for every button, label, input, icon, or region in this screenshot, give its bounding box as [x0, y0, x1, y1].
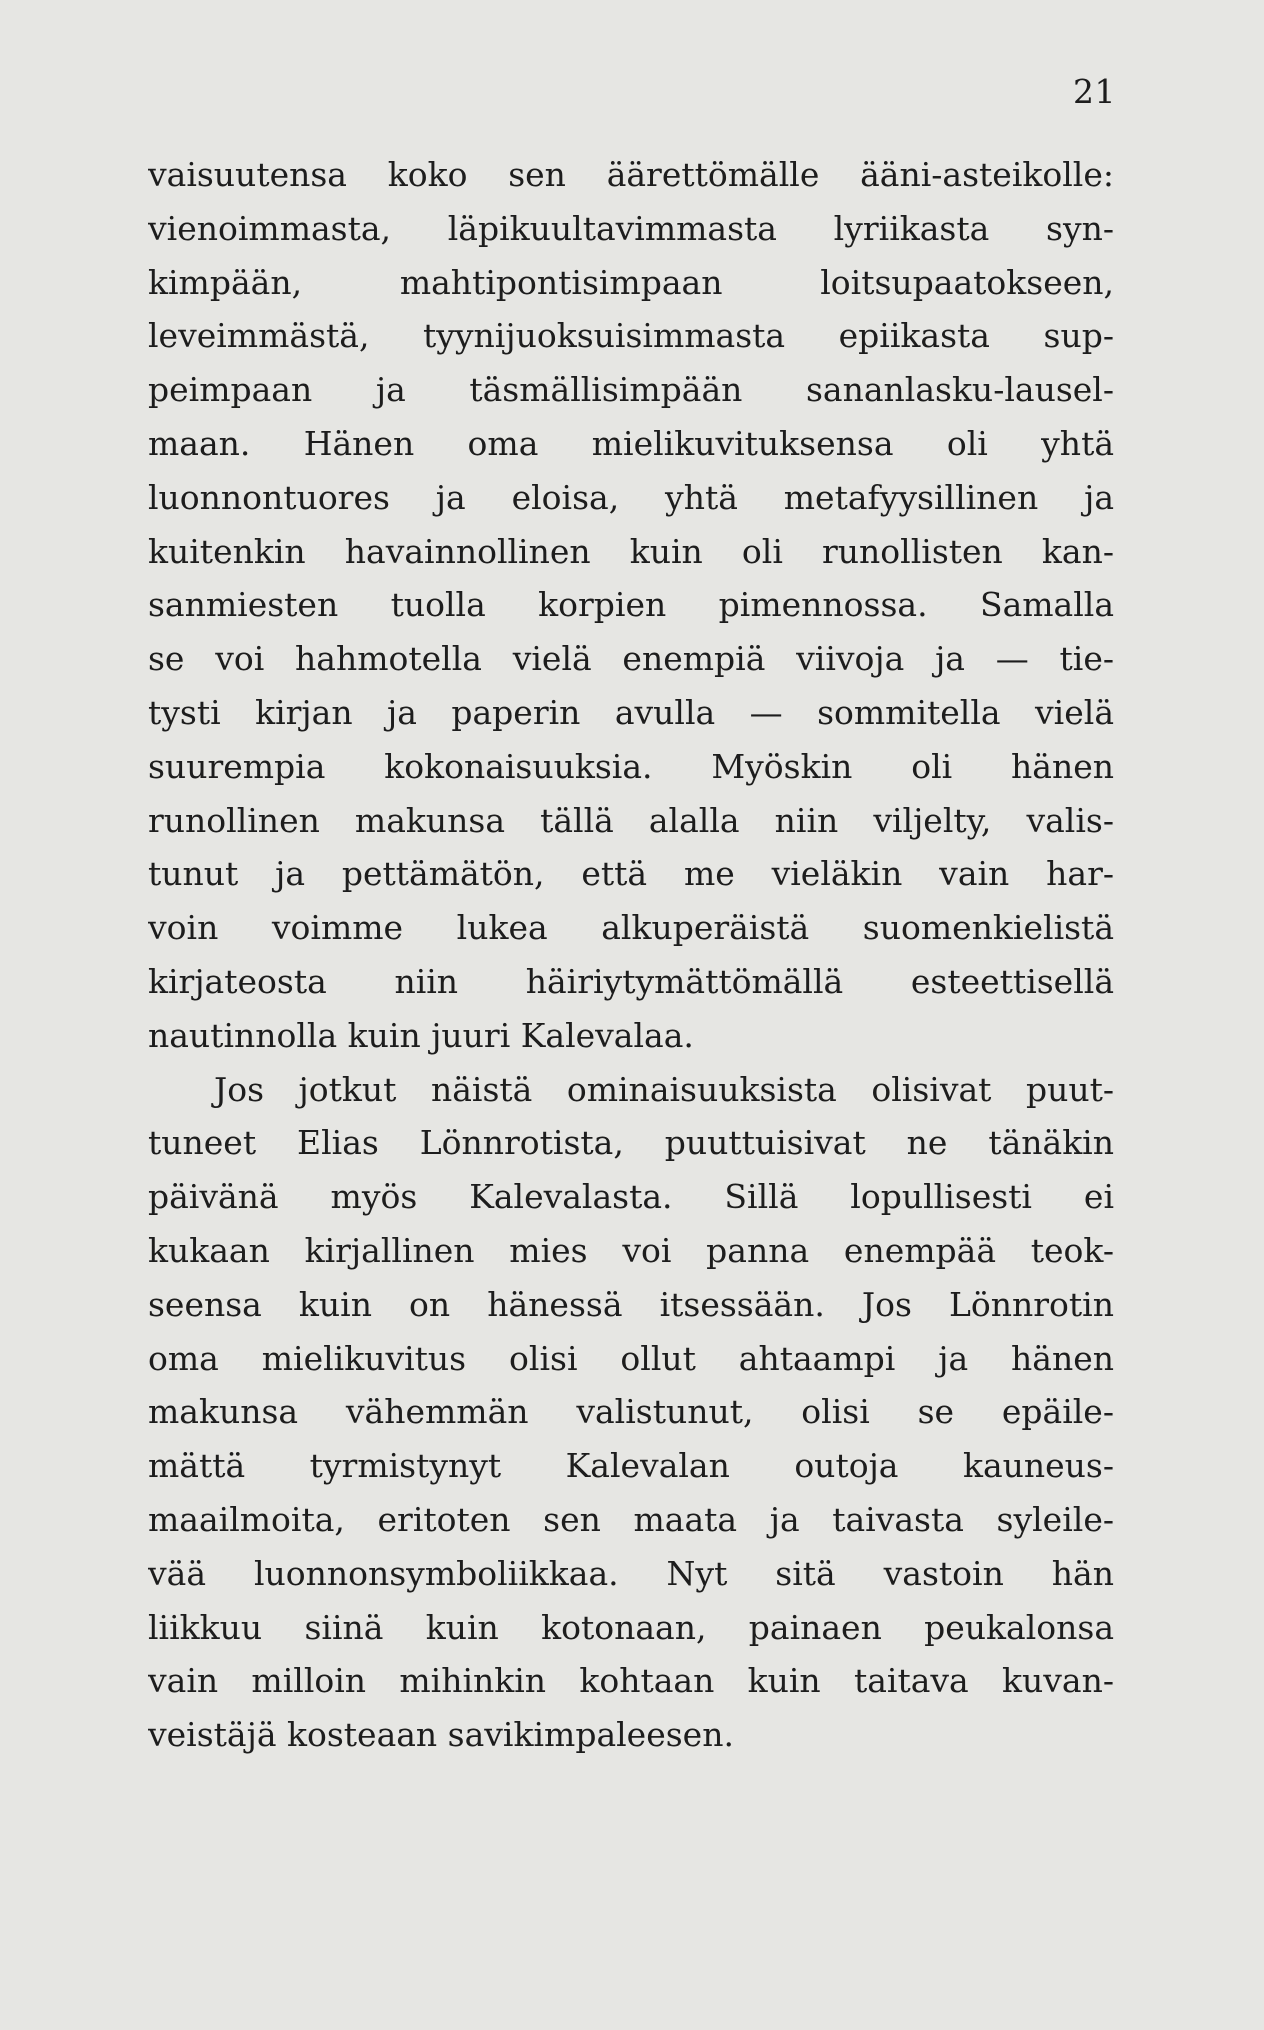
text-line: tunut ja pettämätön, että me vieläkin vain har- — [148, 854, 1114, 894]
text-line: vienoimmasta, läpikuultavimmasta lyriikasta syn- — [148, 208, 1114, 248]
text-line: kukaan kirjallinen mies voi panna enempää teok- — [148, 1230, 1114, 1270]
text-line: liikkuu siinä kuin kotonaan, painaen peukalonsa — [148, 1607, 1114, 1647]
text-line: maan. Hänen oma mielikuvituksensa oli yhtä — [148, 423, 1114, 463]
text-line: luonnontuores ja eloisa, yhtä metafyysillinen ja — [148, 477, 1114, 517]
text-line: vain milloin mihinkin kohtaan kuin taitava kuvan- — [148, 1661, 1114, 1701]
text-line: tuneet Elias Lönnrotista, puuttuisivat ne tänäkin — [148, 1123, 1114, 1163]
text-line: vaisuutensa koko sen äärettömälle ääni-asteikolle: — [148, 155, 1114, 194]
text-line: seensa kuin on hänessä itsessään. Jos Lönnrotin — [148, 1284, 1114, 1324]
body-text — [148, 148, 1114, 1762]
text-line: oma mielikuvitus olisi ollut ahtaampi ja hänen — [148, 1338, 1114, 1378]
text-line: sanmiesten tuolla korpien pimennossa. Samalla — [148, 585, 1114, 625]
text-line: päivänä myös Kalevalasta. Sillä lopullisesti ei — [148, 1177, 1114, 1217]
text-line: kimpään, mahtipontisimpaan loitsupaatokseen, — [148, 262, 1114, 302]
paragraph-end-line: veistäjä kosteaan savikimpaleesen. — [148, 1715, 734, 1755]
text-line: kuitenkin havainnollinen kuin oli runollisten kan- — [148, 531, 1114, 571]
text-line: leveimmästä, tyynijuoksuisimmasta epiikasta sup- — [148, 316, 1114, 356]
text-line: kirjateosta niin häiriytymättömällä esteettisellä — [148, 961, 1114, 1001]
text-line: se voi hahmotella vielä enempiä viivoja ja — tie- — [148, 639, 1114, 679]
paragraph-end-line: nautinnolla kuin juuri Kalevalaa. — [148, 1015, 694, 1055]
paragraph-start-line: Jos jotkut näistä ominaisuuksista olisivat puut- — [214, 1069, 1114, 1109]
text-line: tysti kirjan ja paperin avulla — sommitella vielä — [148, 692, 1114, 732]
text-line: maailmoita, eritoten sen maata ja taivasta syleile- — [148, 1499, 1114, 1539]
text-line: makunsa vähemmän valistunut, olisi se epäile- — [148, 1392, 1114, 1432]
text-line: mättä tyrmistynyt Kalevalan outoja kauneus- — [148, 1446, 1114, 1486]
page-number: 21 — [1073, 72, 1116, 111]
text-line: voin voimme lukea alkuperäistä suomenkielistä — [148, 908, 1114, 948]
text-line: peimpaan ja täsmällisimpään sananlasku-lausel- — [148, 370, 1114, 410]
text-line: vää luonnonsymboliikkaa. Nyt sitä vastoin hän — [148, 1553, 1114, 1593]
text-line: runollinen makunsa tällä alalla niin viljelty, valis- — [148, 800, 1114, 840]
text-line: suurempia kokonaisuuksia. Myöskin oli hänen — [148, 746, 1114, 786]
